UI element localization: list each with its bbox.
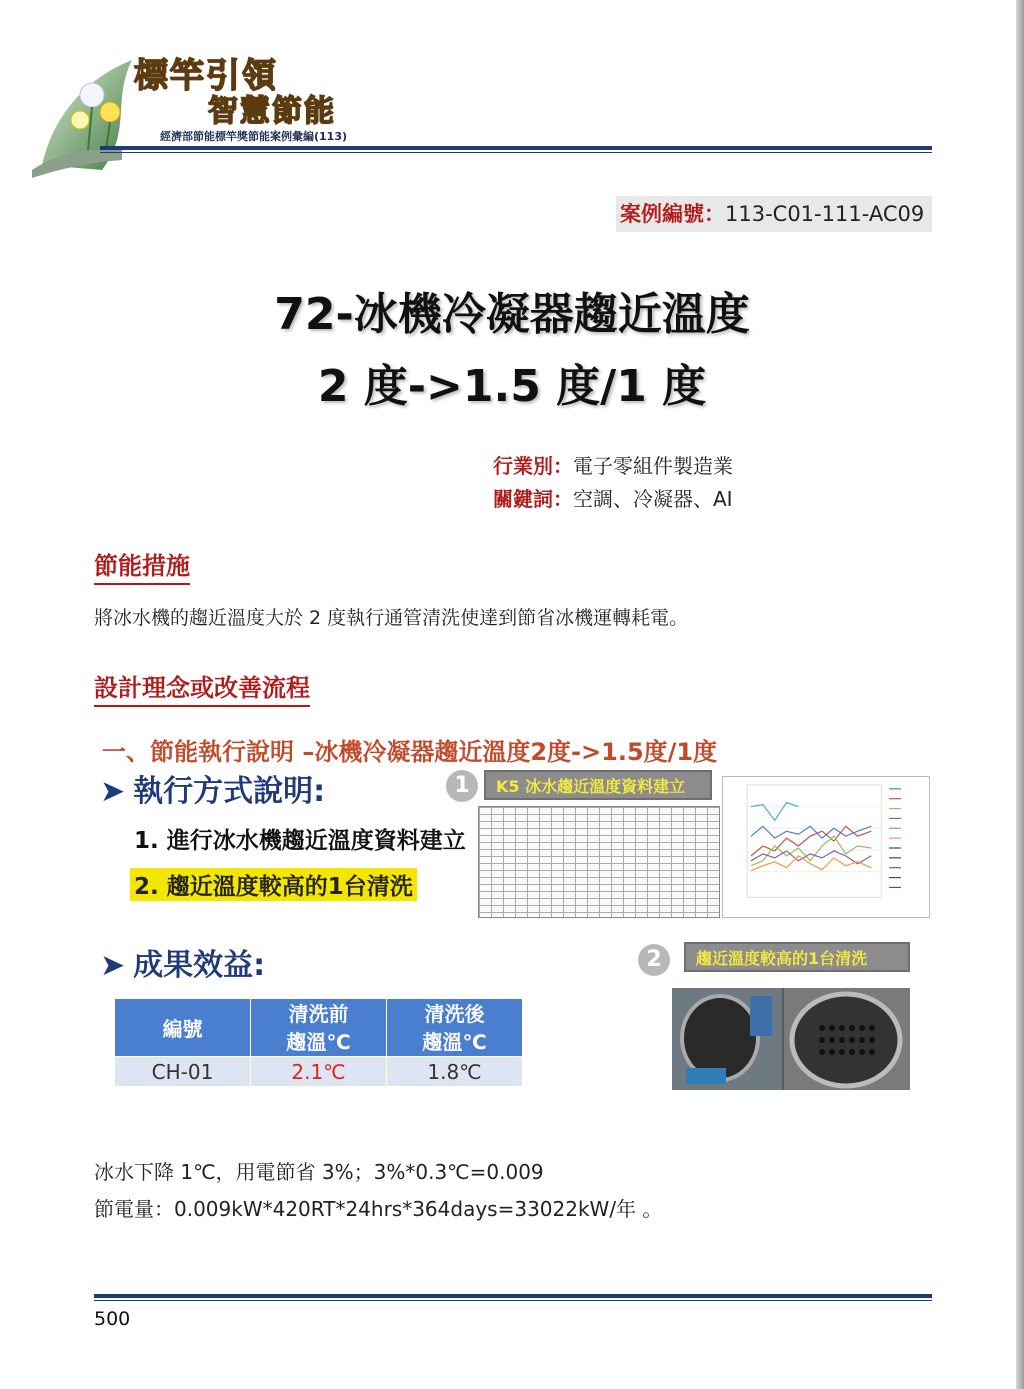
results-col-after-line2: 趨溫℃ xyxy=(422,1029,487,1054)
section-heading-design: 設計理念或改善流程 xyxy=(94,668,310,707)
data-spreadsheet-image xyxy=(478,806,720,918)
slide-bullet-results xyxy=(100,940,265,984)
logo-title-line1: 標竿引領 xyxy=(134,56,278,96)
keywords-value: 空調、冷凝器、AI xyxy=(573,487,733,511)
results-table xyxy=(114,998,523,1087)
condenser-cleaning-photo xyxy=(672,988,910,1090)
step-banner-1: K5 冰水趨近溫度資料建立 xyxy=(484,770,712,800)
approach-temp-line-chart-image xyxy=(722,776,930,918)
industry-row xyxy=(493,450,733,479)
page-title-line1: 72-冰機冷凝器趨近溫度 xyxy=(274,289,750,340)
slide-figure xyxy=(94,726,932,1096)
arrow-right-icon: ➤ xyxy=(100,774,126,809)
results-col-after-line1: 清洗後 xyxy=(424,1001,485,1026)
page-number: 500 xyxy=(94,1308,131,1330)
keywords-label: 關鍵詞： xyxy=(493,487,573,511)
table-row xyxy=(115,1057,523,1087)
arrow-right-icon: ➤ xyxy=(100,948,126,983)
section-heading-measures: 節能措施 xyxy=(94,546,190,585)
step-badge-2: 2 xyxy=(638,944,670,976)
page-title-line2: 2 度->1.5 度/1 度 xyxy=(317,361,707,412)
slide-step-2: 2. 趨近溫度較高的1台清洗 xyxy=(130,868,417,901)
slide-bullet-method-label: 執行方式說明: xyxy=(133,774,326,809)
logo-subtitle: 經濟部節能標竿獎節能案例彙編(113) xyxy=(160,130,348,143)
industry-label: 行業別： xyxy=(493,454,573,478)
keywords-row xyxy=(493,483,733,512)
footer-rule-thin xyxy=(94,1300,932,1301)
slide-bullet-results-label: 成果效益: xyxy=(133,948,266,983)
results-col-id: 編號 xyxy=(115,999,251,1057)
calc-line-1: 冰水下降 1℃，用電節省 3%；3%*0.3℃=0.009 xyxy=(94,1160,544,1184)
results-col-after xyxy=(387,999,523,1057)
header-rule-thin xyxy=(100,152,932,153)
calc-line-2: 節電量：0.009kW*420RT*24hrs*364days=33022kW/年 。 xyxy=(94,1197,663,1221)
step-banner-2: 趨近溫度較高的1台清洗 xyxy=(684,942,910,972)
slide-heading: 一、節能執行說明 –冰機冷凝器趨近溫度2度->1.5度/1度 xyxy=(102,738,718,766)
results-cell-after: 1.8℃ xyxy=(387,1057,523,1087)
page-edge-shadow xyxy=(1016,0,1024,1389)
measures-text: 將冰水機的趨近溫度大於 2 度執行通管清洗使達到節省冰機運轉耗電。 xyxy=(94,607,689,629)
logo-title-line2: 智慧節能 xyxy=(208,94,336,129)
slide-bullet-method xyxy=(100,766,325,810)
results-cell-before: 2.1℃ xyxy=(251,1057,387,1087)
results-col-before-line2: 趨溫℃ xyxy=(286,1029,351,1054)
industry-value: 電子零組件製造業 xyxy=(573,454,733,478)
results-col-before-line1: 清洗前 xyxy=(288,1001,349,1026)
footer-rule-thick xyxy=(94,1294,932,1298)
case-number-value: 113-C01-111-AC09 xyxy=(725,202,925,226)
header-rule-thick xyxy=(100,146,932,150)
results-col-before xyxy=(251,999,387,1057)
step-badge-1: 1 xyxy=(446,770,478,802)
slide-step-1: 1. 進行冰水機趨近溫度資料建立 xyxy=(134,828,466,854)
results-cell-id: CH-01 xyxy=(115,1057,251,1087)
case-number-label: 案例編號： xyxy=(620,202,725,226)
case-number-box xyxy=(616,196,932,232)
